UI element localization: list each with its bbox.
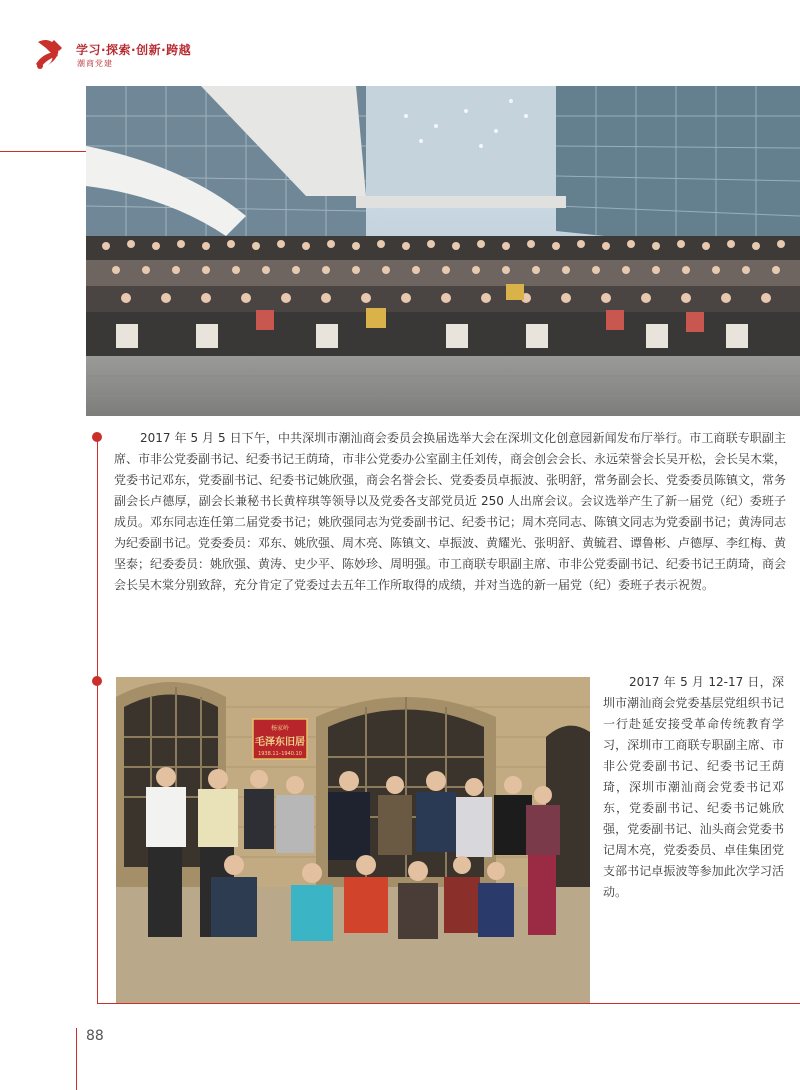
group-photo-icon: [86, 86, 800, 416]
header-title: 学习·探索·创新·跨越: [76, 43, 192, 57]
header-subtitle: 潮商党建: [77, 59, 113, 68]
yanan-group-photo-icon: [116, 677, 590, 1003]
sign-text-line2: 毛泽东旧居: [255, 737, 305, 748]
top-divider-line: [0, 151, 86, 152]
caption-yanan-trip: 2017 年 5 月 12-17 日，深圳市潮汕商会党委基层党组织书记一行赴延安接受革命传统教育学习，深圳市工商联专职副主席、市非公党委副书记、纪委书记王荫琦，深圳市潮汕商会党委书记邓东，党委副书记、纪委书记姚欣强，党委副书记、汕头商会党委书记周木亮，党委委员、卓佳集团党支部书记卓振波等参加此次学习活动。: [603, 675, 784, 899]
timeline-dot-2: [92, 676, 102, 686]
timeline-dot-1: [92, 432, 102, 442]
sign-text-line3: 1938.11–1940.10: [258, 751, 302, 757]
caption-election-meeting: 2017 年 5 月 5 日下午，中共深圳市潮汕商会委员会换届选举大会在深圳文化创意园新闻发布厅举行。市工商联专职副主席、市非公党委副书记、纪委书记王荫琦，市非公党委办公室副主任刘传，商会创会会长、永远荣誉会长吴开松，会长吴木棠，党委书记邓东，党委副书记、纪委书记姚欣强，商会名誉会长、党委委员卓振波、张明舒，常务副会长、党委委员陈镇文，常务副会长卢德厚，副会长兼秘书长黄梓琪等领导以及党委各支部党员近 250 人出席会议。会议选举产生了新一届党（纪）委班子成员。邓东同志连任第二届党委书记；姚欣强同志为党委副书记、纪委书记；周木亮同志、陈镇文同志为党委副书记；黄涛同志为纪委副书记。党委委员：邓东、姚欣强、周木亮、陈镇文、卓振波、黄耀光、张明舒、黄毓君、谭鲁彬、卢德厚、李红梅、黄坚泰；纪委委员：姚欣强、黄涛、史少平、陈妙珍、周明强。市工商联专职副主席、市非公党委副书记、纪委书记王荫琦，商会会长吴木棠分别致辞，充分肯定了党委过去五年工作所取得的成绩，并对当选的新一届党（纪）委班子表示祝贺。: [114, 431, 787, 592]
bottom-divider-line: [97, 1003, 800, 1004]
page-number: 88: [86, 1028, 104, 1044]
party-emblem-icon: [32, 36, 68, 70]
footer-vertical-line: [76, 1028, 77, 1090]
sign-text-line1: 杨家岭: [270, 725, 290, 732]
timeline-vertical-line: [97, 437, 98, 1004]
